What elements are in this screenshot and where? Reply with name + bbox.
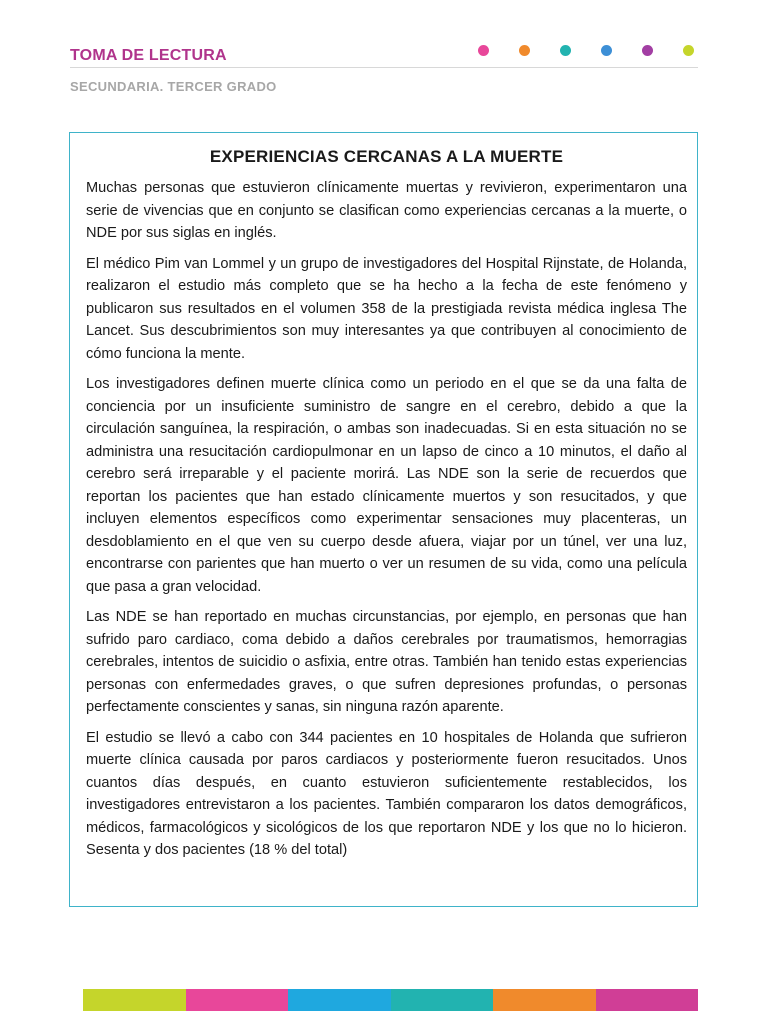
footer-bar-segment — [493, 989, 596, 1011]
dot-icon — [478, 45, 489, 56]
article-box — [69, 132, 698, 907]
dot-icon — [642, 45, 653, 56]
article-paragraph: El estudio se llevó a cabo con 344 pacientes en 10 hospitales de Holanda que sufrieron muerte clínica causada por paros cardiacos y posteriormente fueron resucitados. Unos cuantos días después, en cuanto estuvieron suficientemente restablecidos, los investigadores entrevistaron a los pacientes. También compararon los datos demográficos, médicos, farmacológicos y sicológicos de los que reportaron NDE y los que no lo hicieron. Sesenta y dos pacientes (18 % del total) — [86, 729, 687, 858]
header-rule — [70, 67, 698, 68]
footer-bar-segment — [391, 989, 494, 1011]
article-paragraph: El médico Pim van Lommel y un grupo de investigadores del Hospital Rijnstate, de Holanda, realizaron el estudio más completo que se ha hecho a la fecha de este fenómeno y publicaron sus resultados en el volumen 358 de la prestigiada revista médica inglesa The Lancet. Sus descubrimientos son muy interesantes ya que contribuyen al conocimiento de cómo funciona la mente. — [86, 255, 687, 362]
footer-bar-segment — [83, 989, 186, 1011]
footer-color-bar — [83, 989, 698, 1011]
dot-icon — [519, 45, 530, 56]
header-subtitle: SECUNDARIA. TERCER GRADO — [70, 79, 277, 94]
article-paragraph: Las NDE se han reportado en muchas circunstancias, por ejemplo, en personas que han sufrido paro cardiaco, coma debido a daños cerebrales por traumatismos, hemorragias cerebrales, intentos de suicidio o asfixia, entre otras. También han tenido estas experiencias personas con enfermedades graves, o que sufren depresiones profundas, o personas perfectamente conscientes y sanas, sin ninguna razón aparente. — [86, 609, 687, 715]
dot-icon — [683, 45, 694, 56]
article-paragraph: Muchas personas que estuvieron clínicamente muertas y revivieron, experimentaron una serie de vivencias que en conjunto se clasifican como experiencias cercanas a la muerte, o NDE por sus siglas en inglés. — [86, 180, 687, 241]
footer-bar-segment — [596, 989, 699, 1011]
footer-bar-segment — [186, 989, 289, 1011]
article-paragraph: Los investigadores definen muerte clínica como un periodo en el que se da una falta de conciencia por un insuficiente suministro de sangre en el cerebro, debido a que la circulación sanguínea, la respiración, o ambas son inadecuadas. Si en esta situación no se administra una resucitación cardiopulmonar en un lapso de cinco a 10 minutos, el daño al cerebro será irreparable y el paciente morirá. Las NDE son la serie de recuerdos que reportan los pacientes que han estado clínicamente muertos y son resucitados, y que incluyen elementos específicos como experimentar sensaciones muy placenteras, un desdoblamiento en el que ven su cuerpo desde afuera, viajar por un túnel, ver una luz, encontrarse con parientes que han muerto o ver un resumen de su vida, como una película que pasa a gran velocidad. — [86, 376, 687, 595]
dot-icon — [560, 45, 571, 56]
header-title: TOMA DE LECTURA — [70, 47, 227, 64]
dot-icon — [601, 45, 612, 56]
footer-bar-segment — [288, 989, 391, 1011]
article-title: EXPERIENCIAS CERCANAS A LA MUERTE — [209, 147, 564, 166]
decorative-dots — [478, 45, 698, 57]
